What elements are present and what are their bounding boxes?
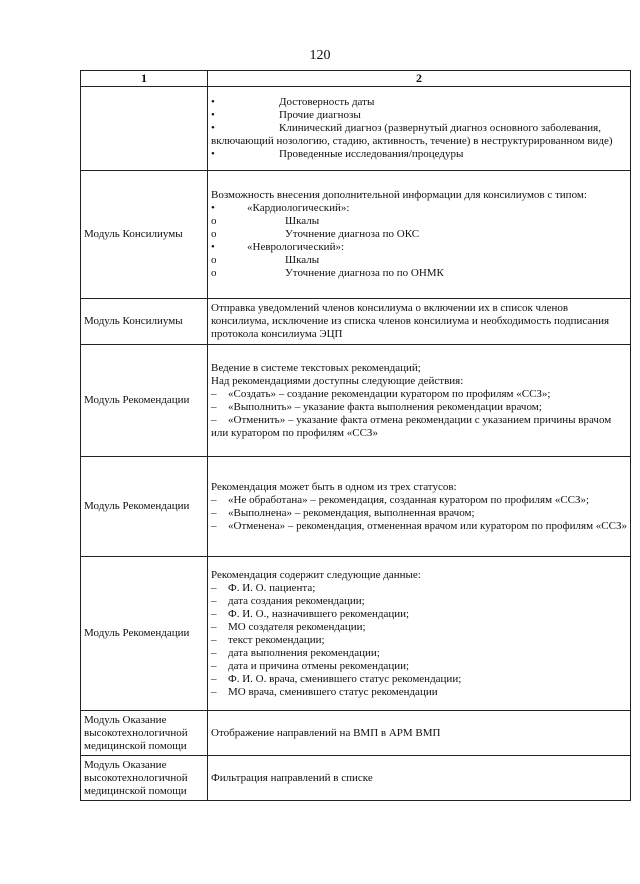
dash-marker: – <box>211 400 217 413</box>
description-line <box>211 375 627 388</box>
function-description-cell <box>208 557 631 711</box>
description-line <box>211 727 627 740</box>
dash-marker: – <box>211 646 217 659</box>
description-text: Проведенные исследования/процедуры <box>279 148 464 160</box>
function-description-cell <box>208 299 631 345</box>
description-line <box>211 189 627 202</box>
bullet-marker: • <box>211 96 215 108</box>
table-header-row <box>81 71 631 87</box>
description-line <box>211 109 627 122</box>
description-line <box>211 241 627 254</box>
description-text: дата и причина отмены рекомендации; <box>228 659 410 672</box>
description-line <box>211 414 627 440</box>
description-line <box>211 202 627 215</box>
function-description-cell <box>208 345 631 457</box>
description-text: Достоверность даты <box>279 96 375 108</box>
dash-marker: – <box>211 519 217 532</box>
bullet-marker: • <box>211 109 215 121</box>
header-col-2: 2 <box>208 71 631 87</box>
description-text: «Отменена» – рекомендация, отмененная врачом или куратором по профилям «ССЗ» <box>228 519 627 532</box>
description-text: Фильтрация направлений в списке <box>211 771 373 784</box>
dash-marker: – <box>211 620 217 633</box>
function-description-cell <box>208 756 631 801</box>
dash-marker: – <box>211 659 217 672</box>
function-description-cell <box>208 711 631 756</box>
module-name-cell: Модуль Консилиумы <box>81 299 208 345</box>
description-text: «Кардиологический»: <box>247 202 350 214</box>
table-row <box>81 457 631 557</box>
description-line <box>211 362 627 375</box>
dash-marker: – <box>211 594 217 607</box>
description-text: Ведение в системе текстовых рекомендаций; <box>211 361 421 374</box>
description-text: МО врача, сменившего статус рекомендации <box>228 685 438 698</box>
description-text: Уточнение диагноза по ОКС <box>285 228 420 240</box>
circle-marker: o <box>211 267 217 279</box>
description-line <box>211 621 627 634</box>
module-name-cell: Модуль Рекомендации <box>81 557 208 711</box>
description-line <box>211 673 627 686</box>
description-text: Рекомендация может быть в одном из трех статусов: <box>211 480 457 493</box>
description-text: дата выполнения рекомендации; <box>228 646 380 659</box>
description-text: Ф. И. О. пациента; <box>228 581 316 594</box>
description-text: «Выполнена» – рекомендация, выполненная врачом; <box>228 506 475 519</box>
description-line <box>211 647 627 660</box>
description-text: «Выполнить» – указание факта выполнения рекомендации врачом; <box>228 400 542 413</box>
description-text: Уточнение диагноза по по ОНМК <box>285 267 444 279</box>
description-line <box>211 401 627 414</box>
description-line <box>211 569 627 582</box>
description-text: дата создания рекомендации; <box>228 594 365 607</box>
description-line <box>211 302 627 341</box>
description-line <box>211 520 627 533</box>
table-row <box>81 711 631 756</box>
description-text: МО создателя рекомендации; <box>228 620 366 633</box>
module-name-cell: Модуль Рекомендации <box>81 345 208 457</box>
requirements-table <box>80 70 631 801</box>
description-text: Отображение направлений на ВМП в АРМ ВМП <box>211 726 441 739</box>
dash-marker: – <box>211 672 217 685</box>
page-number: 120 <box>309 48 331 63</box>
description-text: «Отменить» – указание факта отмена рекомендации с указанием причины врачом или куратором по профилям «ССЗ» <box>211 413 612 439</box>
module-name-cell <box>81 87 208 171</box>
dash-marker: – <box>211 633 217 646</box>
header-col-1: 1 <box>81 71 208 87</box>
description-line <box>211 388 627 401</box>
dash-marker: – <box>211 685 217 698</box>
description-text: текст рекомендации; <box>228 633 325 646</box>
description-text: Отправка уведомлений членов консилиума о включении их в список членов консилиума, исключение из списка членов консилиума и необходимость подписания протокола консилиума ЭЦП <box>211 302 610 340</box>
description-line <box>211 595 627 608</box>
description-line <box>211 582 627 595</box>
table-row <box>81 756 631 801</box>
module-name-cell: Модуль Консилиумы <box>81 171 208 299</box>
description-text: Прочие диагнозы <box>279 109 361 121</box>
description-line <box>211 608 627 621</box>
description-line <box>211 254 627 267</box>
module-name-cell: Модуль Рекомендации <box>81 457 208 557</box>
description-line <box>211 507 627 520</box>
description-text: Шкалы <box>285 215 320 227</box>
description-text: Ф. И. О. врача, сменившего статус рекомендации; <box>228 672 462 685</box>
description-line <box>211 122 627 148</box>
bullet-marker: • <box>211 241 215 253</box>
dash-marker: – <box>211 387 217 400</box>
description-text: Шкалы <box>285 254 320 266</box>
table-row <box>81 87 631 171</box>
circle-marker: o <box>211 215 217 227</box>
description-line <box>211 96 627 109</box>
description-text: Клинический диагноз (развернутый диагноз основного заболевания, включающий нозологию, стадию, активность, течение) в неструктурированном виде) <box>211 122 613 147</box>
table-row <box>81 299 631 345</box>
circle-marker: o <box>211 254 217 266</box>
description-line <box>211 660 627 673</box>
description-text: «Неврологический»: <box>247 241 345 253</box>
module-name-cell: Модуль Оказание высокотехнологичной медицинской помощи <box>81 711 208 756</box>
dash-marker: – <box>211 581 217 594</box>
function-description-cell <box>208 87 631 171</box>
dash-marker: – <box>211 506 217 519</box>
dash-marker: – <box>211 413 217 426</box>
circle-marker: o <box>211 228 217 240</box>
description-text: Возможность внесения дополнительной информации для консилиумов с типом: <box>211 189 587 201</box>
description-text: «Создать» – создание рекомендации куратором по профилям «ССЗ»; <box>228 387 551 400</box>
description-text: «Не обработана» – рекомендация, созданная куратором по профилям «ССЗ»; <box>228 493 590 506</box>
dash-marker: – <box>211 607 217 620</box>
description-text: Над рекомендациями доступны следующие действия: <box>211 374 464 387</box>
module-name-cell: Модуль Оказание высокотехнологичной медицинской помощи <box>81 756 208 801</box>
table-row <box>81 557 631 711</box>
description-line <box>211 267 627 280</box>
bullet-marker: • <box>211 202 215 214</box>
description-line <box>211 634 627 647</box>
description-line <box>211 686 627 699</box>
description-line <box>211 215 627 228</box>
description-line <box>211 481 627 494</box>
dash-marker: – <box>211 493 217 506</box>
description-text: Ф. И. О., назначившего рекомендации; <box>228 607 410 620</box>
table-row <box>81 171 631 299</box>
function-description-cell <box>208 171 631 299</box>
description-text: Рекомендация содержит следующие данные: <box>211 568 421 581</box>
description-line <box>211 148 627 161</box>
description-line <box>211 228 627 241</box>
description-line <box>211 494 627 507</box>
function-description-cell <box>208 457 631 557</box>
table-row <box>81 345 631 457</box>
bullet-marker: • <box>211 148 215 160</box>
bullet-marker: • <box>211 122 215 134</box>
description-line <box>211 772 627 785</box>
